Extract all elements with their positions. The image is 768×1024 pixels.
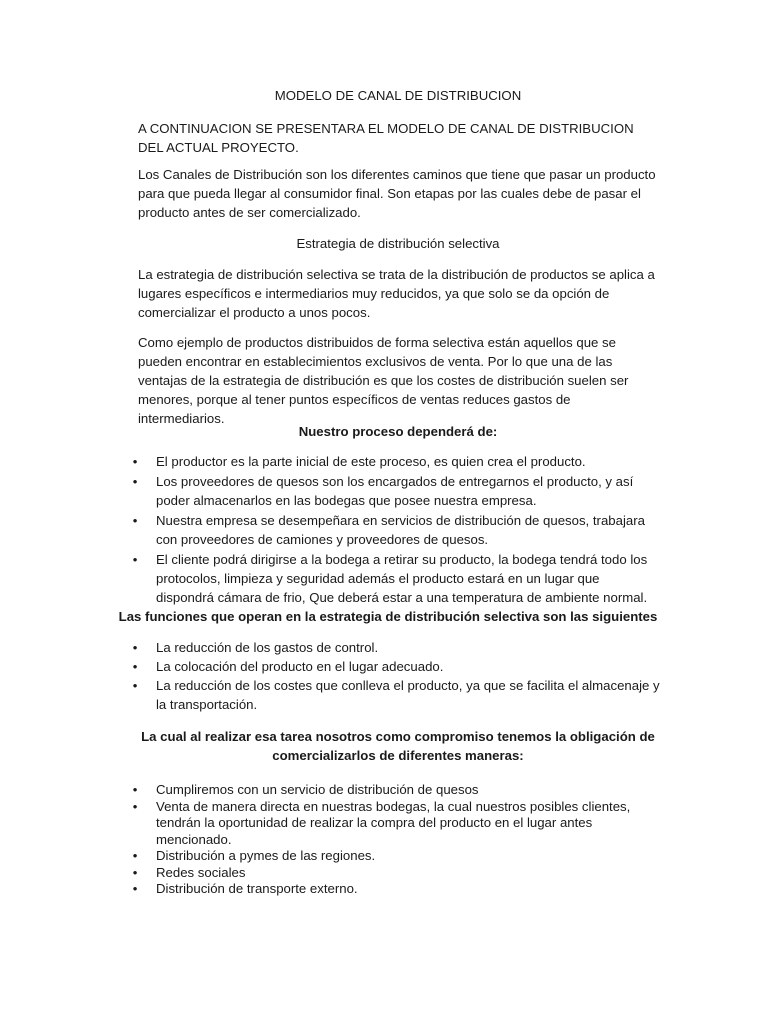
bullet-icon: •	[132, 881, 138, 896]
bullet-icon: •	[132, 513, 138, 528]
list-item-text: Distribución de transporte externo.	[156, 881, 358, 896]
process-heading: Nuestro proceso dependerá de:	[298, 424, 498, 439]
commitment-list	[130, 782, 660, 898]
bullet-icon: •	[132, 848, 138, 863]
list-item	[130, 881, 660, 898]
intro-paragraph: Los Canales de Distribución son los diferentes caminos que tiene que pasar un producto para que pueda llegar al consumidor final. Son etapas por las cuales debe de pasar el producto antes de ser comercializado.	[138, 167, 656, 220]
list-item-text: Cumpliremos con un servicio de distribución de quesos	[156, 782, 479, 797]
list-item	[130, 676, 660, 714]
bullet-icon: •	[132, 454, 138, 469]
strategy-paragraph-2: Como ejemplo de productos distribuidos de forma selectiva están aquellos que se pueden encontrar en establecimientos exclusivos de venta. Por lo que una de las ventajas de la estrategia de distribución es que los costes de distribución suelen ser menores, porque al tener puntos específicos de ventas reduces gastos de intermediarios.	[138, 335, 629, 426]
list-item-text: La reducción de los gastos de control.	[156, 640, 379, 655]
list-item	[130, 472, 660, 510]
list-item-text: Los proveedores de quesos son los encargados de entregarnos el producto, y así poder almacenarlos en las bodegas que posee nuestra empresa.	[156, 474, 634, 508]
list-item-text: Redes sociales	[156, 864, 246, 880]
list-item-text: El productor es la parte inicial de este proceso, es quien crea el producto.	[156, 454, 586, 469]
bullet-icon: •	[132, 864, 138, 880]
list-item	[130, 452, 660, 471]
list-item-text: La colocación del producto en el lugar adecuado.	[156, 659, 444, 674]
list-item	[130, 511, 660, 549]
list-item	[130, 782, 660, 799]
functions-heading: Las funciones que operan en la estrategia de distribución selectiva son las siguientes	[118, 609, 658, 624]
strategy-heading: Estrategia de distribución selectiva	[296, 236, 500, 251]
list-item-text: La reducción de los costes que conlleva el producto, ya que se facilita el almacenaje y la transportación.	[156, 678, 660, 712]
strategy-paragraph-1: La estrategia de distribución selectiva se trata de la distribución de productos se aplica a lugares específicos e intermediarios muy reducidos, ya que solo se da opción de comercializar el producto a unos pocos.	[138, 267, 655, 320]
list-item	[130, 865, 660, 882]
bullet-icon: •	[132, 474, 138, 489]
bullet-icon: •	[132, 782, 138, 797]
intro-heading: A CONTINUACION SE PRESENTARA EL MODELO DE CANAL DE DISTRIBUCION DEL ACTUAL PROYECTO.	[138, 121, 634, 155]
commitment-heading: La cual al realizar esa tarea nosotros como compromiso tenemos la obligación de comercializarlos de diferentes maneras:	[141, 729, 655, 763]
list-item	[130, 657, 660, 676]
bullet-icon: •	[132, 678, 138, 693]
list-item	[130, 638, 660, 657]
bullet-icon: •	[132, 798, 138, 814]
document-title: MODELO DE CANAL DE DISTRIBUCION	[274, 88, 522, 103]
process-list	[130, 452, 660, 607]
list-item	[130, 848, 660, 865]
list-item-text: El cliente podrá dirigirse a la bodega a retirar su producto, la bodega tendrá todo los protocolos, limpieza y seguridad además el producto estará en un lugar que dispondrá cámara de frio, Que deberá estar a una temperatura de ambiente normal.	[156, 552, 648, 605]
list-item	[130, 550, 660, 607]
bullet-icon: •	[132, 640, 138, 655]
bullet-icon: •	[132, 659, 138, 674]
list-item	[130, 799, 660, 849]
list-item-text: Venta de manera directa en nuestras bodegas, la cual nuestros posibles clientes, tendrán la oportunidad de realizar la compra del producto en el lugar antes mencionado.	[156, 798, 631, 847]
bullet-icon: •	[132, 552, 138, 567]
list-item-text: Distribución a pymes de las regiones.	[156, 848, 376, 863]
functions-list	[130, 638, 660, 714]
list-item-text: Nuestra empresa se desempeñara en servicios de distribución de quesos, trabajara con proveedores de camiones y proveedores de quesos.	[156, 513, 645, 547]
